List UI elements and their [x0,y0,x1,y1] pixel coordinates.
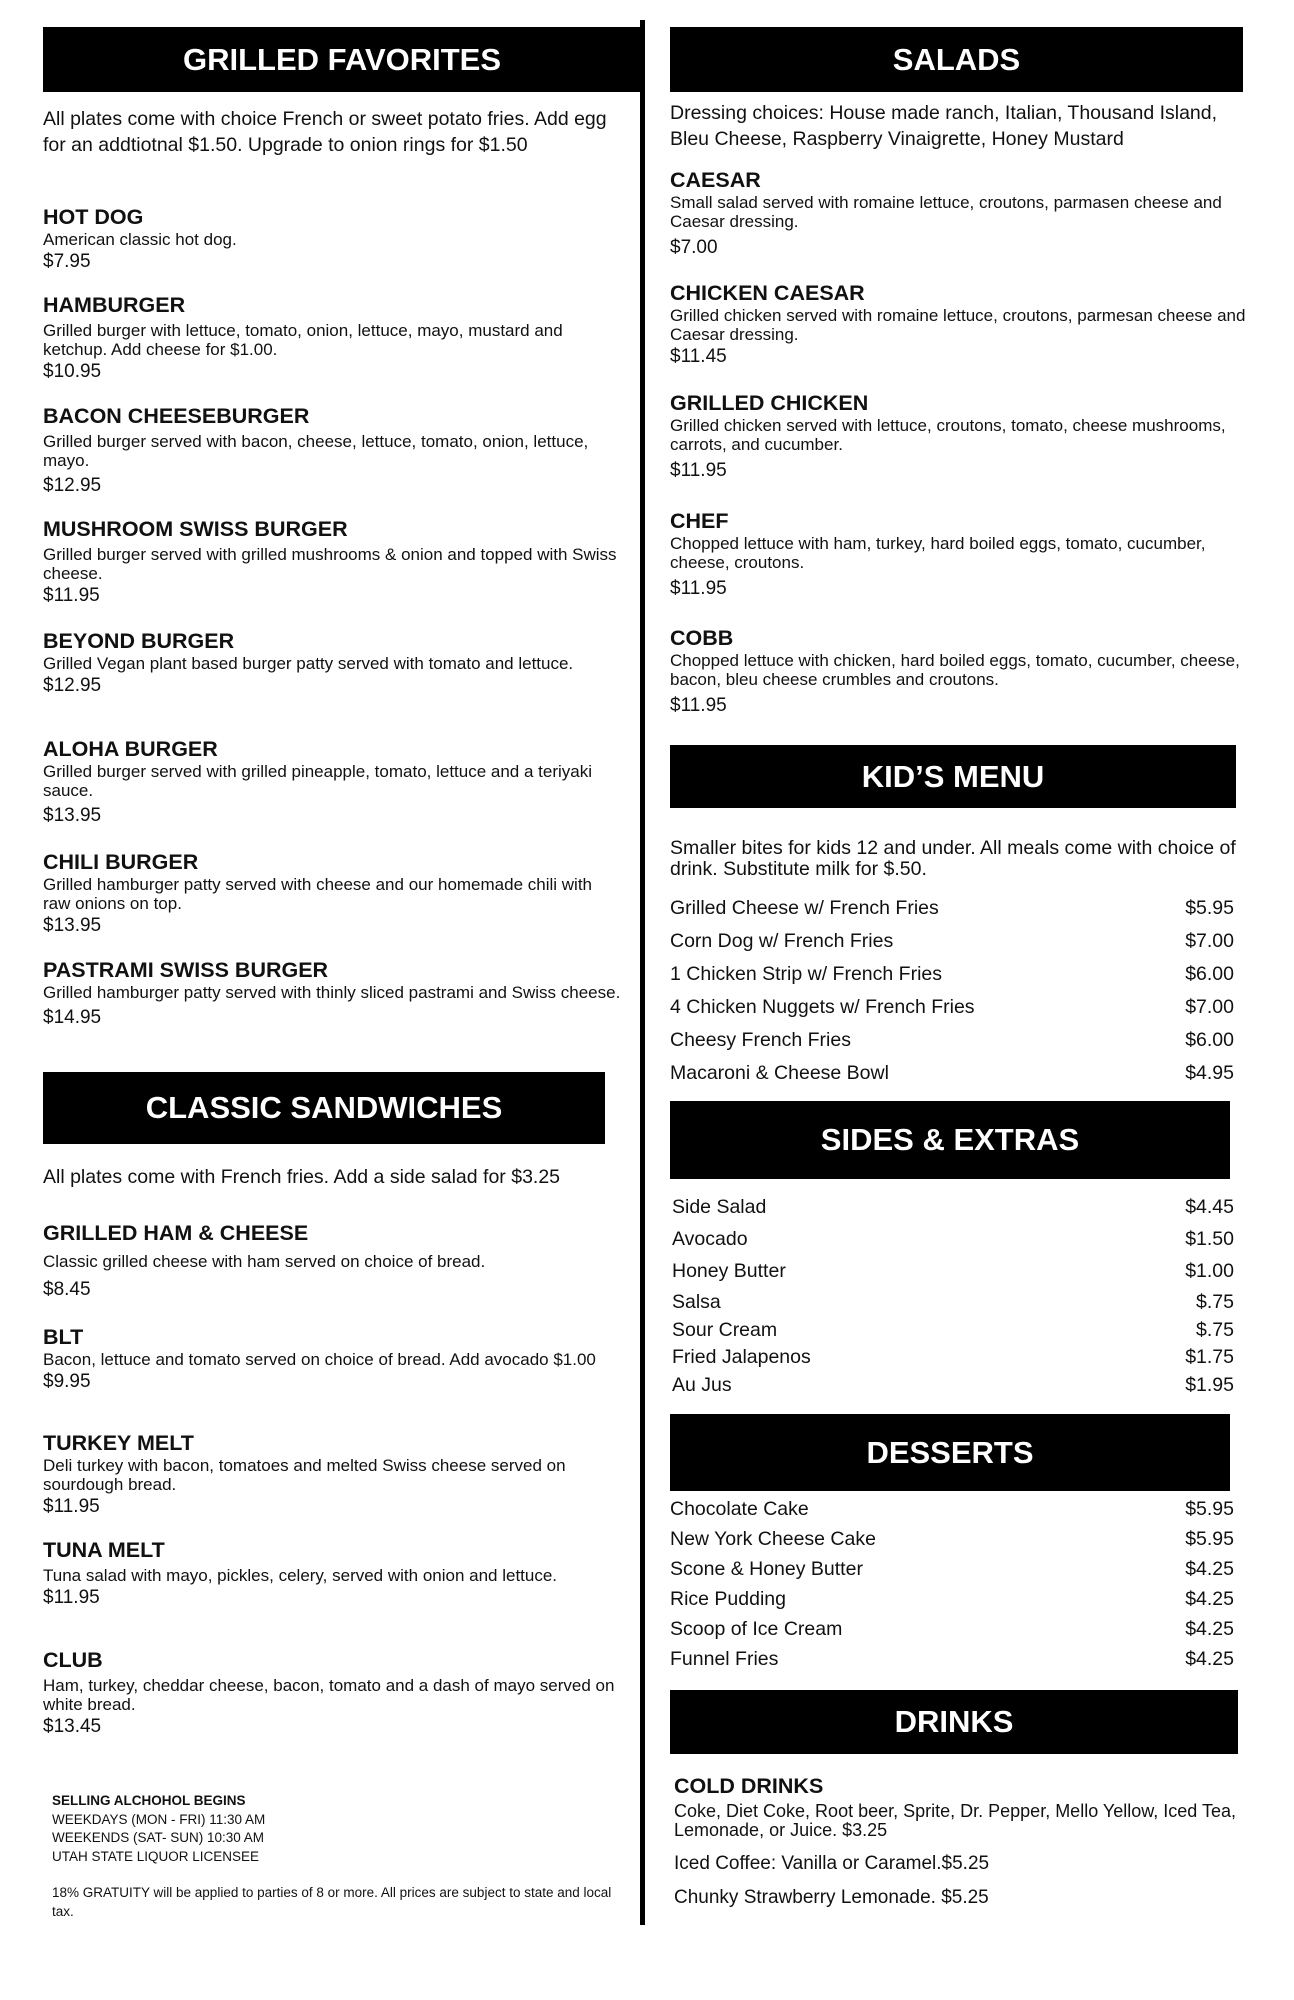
grilled-favorites-header [43,27,641,92]
list-item [670,963,1234,996]
item-desc: Deli turkey with bacon, tomatoes and melted Swiss cheese served on sourdough bread. [43,1456,566,1494]
item-price: $4.95 [1185,1062,1234,1084]
item-name: New York Cheese Cake [670,1528,876,1550]
item-price: $1.95 [1185,1374,1234,1396]
list-item [672,1228,1234,1260]
gratuity-note: 18% GRATUITY will be applied to parties of 8 or more. All prices are subject to state and local tax. [52,1885,612,1919]
menu-item [43,1537,623,1611]
item-price: $11.95 [43,1587,100,1608]
drinks-header [670,1690,1238,1754]
desserts-header [670,1414,1230,1491]
item-price: $4.45 [1185,1196,1234,1218]
item-price: $4.25 [1185,1588,1234,1610]
item-name: CAESAR [670,168,761,192]
item-name: Grilled Cheese w/ French Fries [670,897,939,919]
item-name: 1 Chicken Strip w/ French Fries [670,963,943,985]
item-price: $13.95 [43,805,102,826]
list-item [672,1346,1234,1374]
list-item [670,1648,1234,1678]
item-name: 4 Chicken Nuggets w/ French Fries [670,996,975,1018]
column-divider [640,20,645,1925]
menu-item [43,1324,623,1395]
item-name: Honey Butter [672,1260,786,1282]
item-name: COLD DRINKS [674,1774,824,1798]
section-title: GRILLED FAVORITES [182,41,502,77]
menu-item [43,292,623,385]
list-item [670,1029,1234,1062]
section-title: SIDES & EXTRAS [820,1122,1080,1157]
item-name: CLUB [43,1648,103,1672]
desserts-list [670,1498,1234,1678]
item-name: Scoop of Ice Cream [670,1618,843,1640]
item-price: $5.95 [1185,1498,1234,1520]
item-name: HOT DOG [43,205,144,229]
item-price: $14.95 [43,1007,102,1028]
item-price: $9.95 [43,1371,91,1392]
list-item [670,897,1234,930]
lemonade-line: Chunky Strawberry Lemonade. $5.25 [674,1887,989,1908]
item-price: $1.75 [1185,1346,1234,1368]
item-name: BLT [43,1325,84,1349]
menu-item [670,280,1255,370]
section-title: DESSERTS [866,1434,1034,1470]
item-price: $4.25 [1185,1618,1234,1640]
item-name: Funnel Fries [670,1648,779,1670]
item-name: Side Salad [672,1196,767,1218]
section-title: KID’S MENU [861,758,1045,794]
item-name: Au Jus [672,1374,732,1396]
item-price: $7.00 [1185,930,1234,952]
item-name: TUNA MELT [43,1538,165,1562]
item-price: $11.45 [670,346,727,367]
item-name: Corn Dog w/ French Fries [670,930,894,952]
menu-item [670,390,1255,484]
item-price: $8.45 [43,1279,91,1300]
menu-item [670,167,1255,261]
item-name: GRILLED CHICKEN [670,391,869,415]
item-desc: Grilled burger with lettuce, tomato, onion, lettuce, mayo, mustard and ketchup. Add cheese for $1.00. [43,321,563,359]
item-name: GRILLED HAM & CHEESE [43,1221,309,1245]
licensee-note: UTAH STATE LIQUOR LICENSEE [52,1848,260,1864]
item-desc: Chopped lettuce with chicken, hard boiled eggs, tomato, cucumber, cheese, bacon, bleu cheese crumbles and croutons. [670,651,1240,689]
item-name: BACON CHEESEBURGER [43,404,310,428]
item-desc: Grilled burger served with grilled pineapple, tomato, lettuce and a teriyaki sauce. [43,762,593,800]
section-title: DRINKS [894,1704,1014,1739]
item-name: ALOHA BURGER [43,737,218,761]
item-desc: Chopped lettuce with ham, turkey, hard boiled eggs, tomato, cucumber, cheese, croutons. [670,534,1206,572]
footer-notes [52,1792,622,1921]
item-name: Chocolate Cake [670,1498,809,1520]
item-price: $7.00 [1185,996,1234,1018]
menu-item [670,625,1255,719]
alcohol-title: SELLING ALCHOHOL BEGINS [52,1793,246,1808]
sides-list [672,1196,1234,1402]
item-price: $6.00 [1185,1029,1234,1051]
item-price: $11.95 [43,585,100,606]
classic-sandwiches-header [43,1072,605,1144]
item-price: $.75 [1196,1319,1234,1341]
item-name: Macaroni & Cheese Bowl [670,1062,889,1084]
menu-item [43,957,623,1031]
item-desc: Grilled Vegan plant based burger patty served with tomato and lettuce. [43,654,574,673]
grilled-intro: All plates come with choice French or sweet potato fries. Add egg for an addtiotnal $1.50. Upgrade to onion rings for $1.50 [43,108,607,156]
item-name: BEYOND BURGER [43,629,235,653]
list-item [670,1618,1234,1648]
list-item [672,1291,1234,1319]
list-item [670,1062,1234,1095]
item-name: Scone & Honey Butter [670,1558,863,1580]
item-price: $7.95 [43,251,91,272]
item-price: $11.95 [43,1496,100,1517]
list-item [670,1498,1234,1528]
item-name: Rice Pudding [670,1588,786,1610]
menu-item [670,508,1255,602]
item-desc: Classic grilled cheese with ham served on choice of bread. [43,1252,486,1271]
item-desc: Bacon, lettuce and tomato served on choice of bread. Add avocado $1.00 [43,1350,596,1369]
item-desc: Grilled chicken served with romaine lettuce, croutons, parmesan cheese and Caesar dressing. [670,306,1246,344]
sides-extras-header [670,1101,1230,1179]
item-desc: Ham, turkey, cheddar cheese, bacon, tomato and a dash of mayo served on white bread. [43,1676,615,1714]
kids-intro: Smaller bites for kids 12 and under. All meals come with choice of drink. Substitute milk for $.50. [670,837,1236,880]
item-price: $5.95 [1185,897,1234,919]
item-price: $4.25 [1185,1648,1234,1670]
item-name: CHEF [670,509,729,533]
item-desc: Coke, Diet Coke, Root beer, Sprite, Dr. Pepper, Mello Yellow, Iced Tea, Lemonade, or Juice. $3.25 [674,1801,1236,1840]
list-item [670,1558,1234,1588]
section-title: SALADS [892,41,1021,77]
item-price: $5.95 [1185,1528,1234,1550]
menu-item [43,1430,623,1520]
menu-item [43,736,623,829]
menu-item [43,1220,623,1303]
item-price: $1.50 [1185,1228,1234,1250]
kids-list [670,897,1234,1095]
item-price: $13.95 [43,915,102,936]
menu-item [43,204,623,275]
list-item [670,930,1234,963]
item-price: $6.00 [1185,963,1234,985]
menu-item [43,628,623,699]
item-price: $.75 [1196,1291,1234,1313]
item-name: CHILI BURGER [43,850,199,874]
item-price: $4.25 [1185,1558,1234,1580]
menu-item [43,516,623,609]
item-name: Salsa [672,1291,721,1313]
item-desc: Grilled hamburger patty served with cheese and our homemade chili with raw onions on top. [43,875,592,913]
item-desc: Grilled burger served with grilled mushrooms & onion and topped with Swiss cheese. [43,545,617,583]
cold-drinks [674,1773,1254,1911]
item-price: $1.00 [1185,1260,1234,1282]
item-desc: Grilled burger served with bacon, cheese, lettuce, tomato, onion, lettuce, mayo. [43,432,589,470]
item-price: $11.95 [670,578,727,599]
item-name: CHICKEN CAESAR [670,281,865,305]
item-name: MUSHROOM SWISS BURGER [43,517,348,541]
list-item [672,1196,1234,1228]
item-name: Cheesy French Fries [670,1029,851,1051]
list-item [672,1319,1234,1346]
item-price: $13.45 [43,1716,102,1737]
item-name: HAMBURGER [43,293,186,317]
menu-item [43,1647,623,1740]
list-item [670,1528,1234,1558]
item-desc: Tuna salad with mayo, pickles, celery, served with onion and lettuce. [43,1566,558,1585]
item-price: $11.95 [670,460,727,481]
kids-menu-header [670,745,1236,808]
item-price: $11.95 [670,695,727,716]
menu-item [43,403,623,499]
item-price: $12.95 [43,475,102,496]
list-item [672,1374,1234,1402]
item-price: $10.95 [43,361,102,382]
salads-header [670,27,1243,92]
item-name: PASTRAMI SWISS BURGER [43,958,329,982]
list-item [672,1260,1234,1291]
salads-intro: Dressing choices: House made ranch, Italian, Thousand Island, Bleu Cheese, Raspberry Vinaigrette, Honey Mustard [670,102,1218,150]
item-desc: American classic hot dog. [43,230,237,249]
item-desc: Grilled hamburger patty served with thinly sliced pastrami and Swiss cheese. [43,983,621,1002]
item-name: Avocado [672,1228,748,1250]
item-name: COBB [670,626,734,650]
item-name: Fried Jalapenos [672,1346,811,1368]
list-item [670,1588,1234,1618]
item-desc: Grilled chicken served with lettuce, croutons, tomato, cheese mushrooms, carrots, and cucumber. [670,416,1226,454]
sandwiches-intro: All plates come with French fries. Add a side salad for $3.25 [43,1166,561,1188]
item-price: $7.00 [670,237,718,258]
item-name: TURKEY MELT [43,1431,194,1455]
item-name: Sour Cream [672,1319,778,1341]
list-item [670,996,1234,1029]
section-title: CLASSIC SANDWICHES [145,1090,503,1125]
weekend-hours: WEEKENDS (SAT- SUN) 10:30 AM [52,1830,265,1845]
weekday-hours: WEEKDAYS (MON - FRI) 11:30 AM [52,1811,266,1827]
menu-item [43,849,623,939]
item-price: $12.95 [43,675,102,696]
item-desc: Small salad served with romaine lettuce, croutons, parmasen cheese and Caesar dressing. [670,193,1222,231]
iced-coffee-line: Iced Coffee: Vanilla or Caramel.$5.25 [674,1853,990,1874]
